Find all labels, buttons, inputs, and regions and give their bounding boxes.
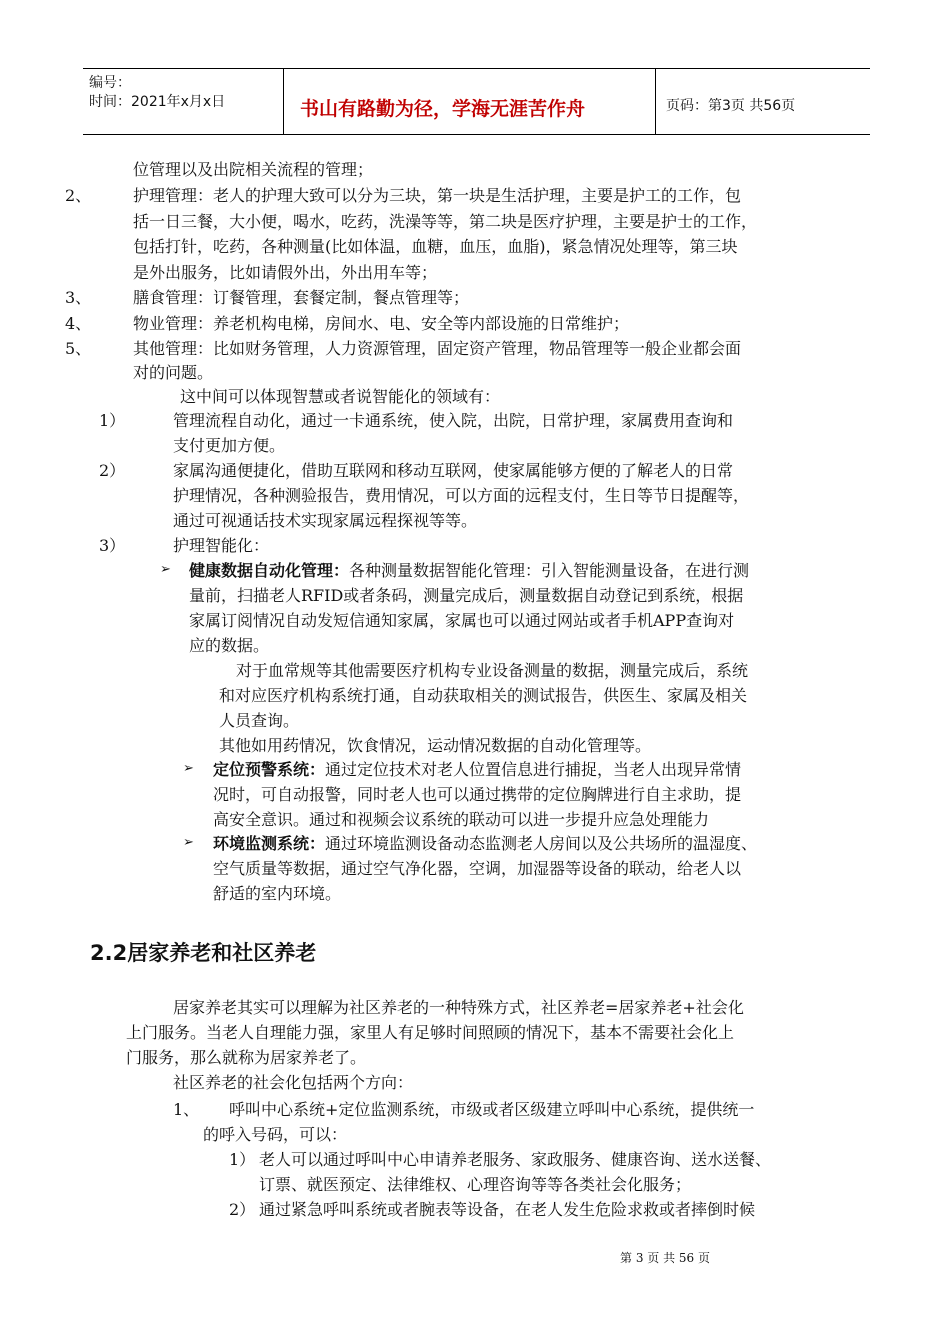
bullet-item (189, 560, 749, 581)
arrow-bullet-icon: ➢ (183, 835, 194, 850)
list-number: 1、 (173, 1100, 200, 1119)
text-line: 管理流程自动化，通过一卡通系统，使入院，出院，日常护理，家属费用查询和 (173, 411, 734, 430)
text-line: 家属订阅情况自动发短信通知家属，家属也可以通过网站或者手机APP查询对 (189, 611, 735, 630)
bullet-text: 通过环境监测设备动态监测老人房间以及公共场所的温湿度、 (325, 834, 758, 853)
text-line: 护理情况，各种测验报告，费用情况，可以方面的远程支付，生日等节日提醒等， (173, 486, 750, 505)
bullet-heading: 定位预警系统： (213, 760, 326, 779)
text-line: 对于血常规等其他需要医疗机构专业设备测量的数据，测量完成后，系统 (236, 661, 749, 680)
text-line: 括一日三餐，大小便，喝水，吃药，洗澡等等，第二块是医疗护理，主要是护士的工作， (133, 212, 758, 231)
arrow-bullet-icon: ➢ (160, 562, 171, 577)
text-line: 支付更加方便。 (173, 436, 286, 455)
text-line: 护理管理：老人的护理大致可以分为三块，第一块是生活护理，主要是护工的工作，包 (133, 186, 742, 205)
list-number: 3） (99, 536, 126, 555)
text-line: 这中间可以体现智慧或者说智能化的领域有： (180, 387, 501, 406)
text-line: 呼叫中心系统+定位监测系统，市级或者区级建立呼叫中心系统，提供统一 (229, 1100, 755, 1119)
text-line: 老人可以通过呼叫中心申请养老服务、家政服务、健康咨询、送水送餐、 (259, 1150, 772, 1169)
text-line: 高安全意识。通过和视频会议系统的联动可以进一步提升应急处理能力 (213, 810, 710, 829)
header-serial: 编号： (89, 75, 131, 91)
text-line: 包括打针，吃药，各种测量(比如体温，血糖，血压，血脂)，紧急情况处理等，第三块 (133, 237, 738, 256)
header-top-rule (83, 68, 870, 69)
text-line: 门服务，那么就称为居家养老了。 (126, 1048, 367, 1067)
text-line: 位管理以及出院相关流程的管理； (133, 160, 374, 179)
bullet-text: 通过定位技术对老人位置信息进行捕捉，当老人出现异常情 (325, 760, 742, 779)
header-divider-right (655, 68, 656, 135)
list-number: 4、 (65, 314, 92, 333)
text-line: 物业管理：养老机构电梯，房间水、电、安全等内部设施的日常维护； (133, 314, 630, 333)
text-line: 应的数据。 (189, 636, 270, 655)
text-line: 护理智能化： (173, 536, 270, 555)
text-line: 是外出服务，比如请假外出，外出用车等； (133, 263, 438, 282)
bullet-item (213, 759, 741, 780)
list-number: 2、 (65, 186, 92, 205)
bullet-heading: 环境监测系统： (213, 834, 326, 853)
list-number: 5、 (65, 339, 92, 358)
page-footer: 第 3 页 共 56 页 (620, 1251, 710, 1265)
text-line: 其他如用药情况，饮食情况，运动情况数据的自动化管理等。 (219, 736, 652, 755)
header-divider-left (283, 68, 284, 135)
text-line: 膳食管理：订餐管理，套餐定制，餐点管理等； (133, 288, 470, 307)
header-page-code: 页码：第3页 共56页 (666, 98, 796, 114)
text-line: 和对应医疗机构系统打通，自动获取相关的测试报告，供医生、家属及相关 (219, 686, 748, 705)
text-line: 对的问题。 (133, 363, 214, 382)
text-line: 人员查询。 (219, 711, 300, 730)
text-line: 社区养老的社会化包括两个方向： (173, 1073, 414, 1092)
bullet-item (213, 833, 757, 854)
text-line: 家属沟通便捷化，借助互联网和移动互联网，使家属能够方便的了解老人的日常 (173, 461, 734, 480)
arrow-bullet-icon: ➢ (183, 761, 194, 776)
text-line: 况时，可自动报警，同时老人也可以通过携带的定位胸牌进行自主求助，提 (213, 785, 742, 804)
text-line: 空气质量等数据，通过空气净化器，空调，加湿器等设备的联动，给老人以 (213, 859, 742, 878)
header-date: 时间：2021年x月x日 (89, 94, 226, 110)
list-number: 1） (229, 1150, 256, 1169)
text-line: 其他管理：比如财务管理，人力资源管理，固定资产管理，物品管理等一般企业都会面 (133, 339, 742, 358)
list-number: 1） (99, 411, 126, 430)
text-line: 上门服务。当老人自理能力强，家里人有足够时间照顾的情况下，基本不需要社会化上 (126, 1023, 735, 1042)
header-motto: 书山有路勤为径，学海无涯苦作舟 (300, 98, 586, 120)
list-number: 2） (229, 1200, 256, 1219)
section-heading: 2.2居家养老和社区养老 (90, 941, 317, 965)
bullet-text: 各种测量数据智能化管理：引入智能测量设备，在进行测 (349, 561, 750, 580)
text-line: 通过紧急呼叫系统或者腕表等设备，在老人发生危险求救或者摔倒时候 (259, 1200, 756, 1219)
text-line: 量前，扫描老人RFID或者条码，测量完成后，测量数据自动登记到系统，根据 (189, 586, 744, 605)
bullet-heading: 健康数据自动化管理： (189, 561, 350, 580)
text-line: 的呼入号码，可以： (203, 1125, 348, 1144)
header-bottom-rule (83, 134, 870, 135)
text-line: 订票、就医预定、法律维权、心理咨询等等各类社会化服务； (259, 1175, 692, 1194)
list-number: 3、 (65, 288, 92, 307)
list-number: 2） (99, 461, 126, 480)
text-line: 舒适的室内环境。 (213, 884, 342, 903)
text-line: 通过可视通话技术实现家属远程探视等等。 (173, 511, 478, 530)
text-line: 居家养老其实可以理解为社区养老的一种特殊方式，社区养老=居家养老+社会化 (173, 998, 744, 1017)
